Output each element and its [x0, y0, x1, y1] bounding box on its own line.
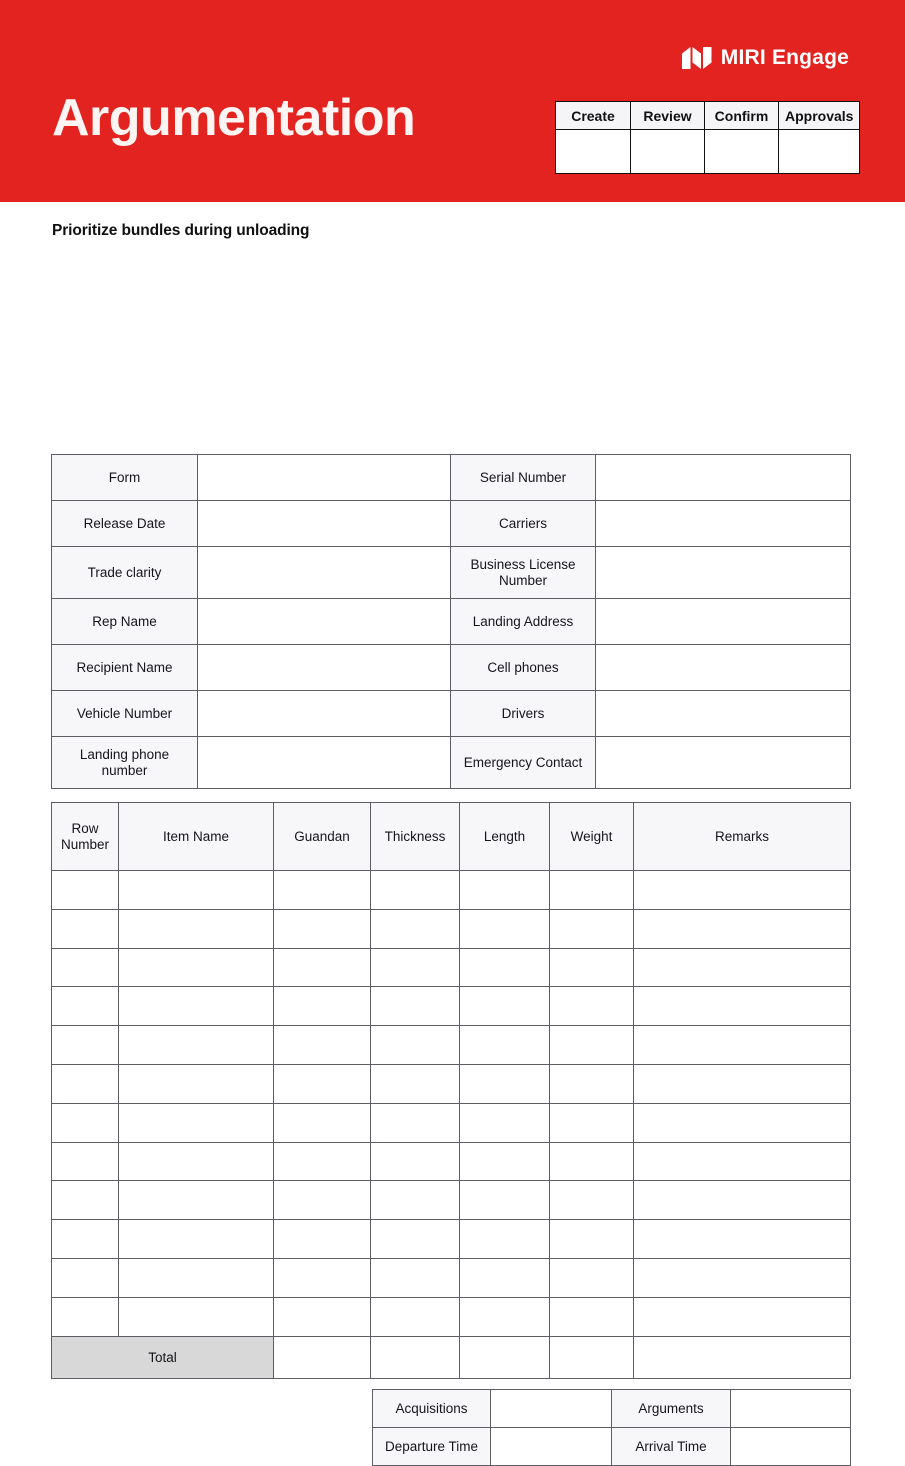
cell-row-number[interactable] — [52, 1103, 119, 1142]
info-value-cell-phones[interactable] — [596, 645, 851, 691]
cell-length[interactable] — [460, 871, 550, 910]
info-value-drivers[interactable] — [596, 691, 851, 737]
times-table — [372, 1389, 851, 1466]
status-value-approvals[interactable] — [779, 130, 860, 174]
foot-value-arrival-time[interactable] — [731, 1428, 851, 1466]
form-subtitle: Prioritize bundles during unloading — [52, 222, 310, 239]
cell-remarks[interactable] — [634, 1026, 851, 1065]
cell-item-name[interactable] — [119, 1220, 274, 1259]
cell-guandan[interactable] — [274, 871, 371, 910]
total-length[interactable] — [460, 1336, 550, 1378]
cell-weight[interactable] — [550, 1181, 634, 1220]
cell-weight[interactable] — [550, 1297, 634, 1336]
status-value-confirm[interactable] — [705, 130, 779, 174]
status-value-create[interactable] — [556, 130, 631, 174]
status-value-review[interactable] — [631, 130, 705, 174]
cell-length[interactable] — [460, 1026, 550, 1065]
foot-value-acquisitions[interactable] — [491, 1390, 612, 1428]
cell-thickness[interactable] — [371, 948, 460, 987]
info-value-emergency-contact[interactable] — [596, 737, 851, 789]
cell-weight[interactable] — [550, 909, 634, 948]
cell-thickness[interactable] — [371, 1258, 460, 1297]
table-row — [52, 1026, 851, 1065]
cell-item-name[interactable] — [119, 1064, 274, 1103]
info-label-trade-clarity: Trade clarity — [52, 547, 198, 599]
cell-thickness[interactable] — [371, 1142, 460, 1181]
table-row — [52, 455, 851, 501]
total-guandan[interactable] — [274, 1336, 371, 1378]
cell-guandan[interactable] — [274, 1026, 371, 1065]
cell-thickness[interactable] — [371, 1026, 460, 1065]
cell-row-number[interactable] — [52, 871, 119, 910]
info-label-recipient-name: Recipient Name — [52, 645, 198, 691]
cell-remarks[interactable] — [634, 1064, 851, 1103]
cell-thickness[interactable] — [371, 871, 460, 910]
items-column-weight: Weight — [550, 803, 634, 871]
info-label-emergency-contact: Emergency Contact — [451, 737, 596, 789]
cell-guandan[interactable] — [274, 909, 371, 948]
items-column-thickness: Thickness — [371, 803, 460, 871]
foot-label-arguments: Arguments — [612, 1390, 731, 1428]
status-header-row — [556, 102, 860, 130]
cell-guandan[interactable] — [274, 1064, 371, 1103]
table-row — [52, 987, 851, 1026]
table-row — [52, 691, 851, 737]
status-value-row — [556, 130, 860, 174]
total-weight[interactable] — [550, 1336, 634, 1378]
cell-thickness[interactable] — [371, 1181, 460, 1220]
approval-status-table — [555, 101, 860, 174]
cell-weight[interactable] — [550, 1220, 634, 1259]
cell-guandan[interactable] — [274, 1220, 371, 1259]
foot-value-departure-time[interactable] — [491, 1428, 612, 1466]
info-value-landing-phone-number[interactable] — [198, 737, 451, 789]
cell-guandan[interactable] — [274, 1258, 371, 1297]
cell-thickness[interactable] — [371, 1103, 460, 1142]
cell-remarks[interactable] — [634, 871, 851, 910]
cell-row-number[interactable] — [52, 987, 119, 1026]
cell-length[interactable] — [460, 1220, 550, 1259]
status-column-create: Create — [556, 102, 631, 130]
cell-row-number[interactable] — [52, 948, 119, 987]
info-label-rep-name: Rep Name — [52, 599, 198, 645]
info-value-business-license-number[interactable] — [596, 547, 851, 599]
cell-thickness[interactable] — [371, 1064, 460, 1103]
items-column-row-number: Row Number — [52, 803, 119, 871]
table-row — [52, 501, 851, 547]
cell-length[interactable] — [460, 948, 550, 987]
cell-row-number[interactable] — [52, 1026, 119, 1065]
cell-remarks[interactable] — [634, 1220, 851, 1259]
status-column-confirm: Confirm — [705, 102, 779, 130]
info-label-landing-phone-number: Landing phone number — [52, 737, 198, 789]
cell-item-name[interactable] — [119, 871, 274, 910]
cell-item-name[interactable] — [119, 987, 274, 1026]
cell-length[interactable] — [460, 909, 550, 948]
info-value-trade-clarity[interactable] — [198, 547, 451, 599]
info-label-form: Form — [52, 455, 198, 501]
cell-remarks[interactable] — [634, 1142, 851, 1181]
cell-thickness[interactable] — [371, 1297, 460, 1336]
cell-weight[interactable] — [550, 1258, 634, 1297]
table-row — [52, 1064, 851, 1103]
foot-label-departure-time: Departure Time — [373, 1428, 491, 1466]
cell-guandan[interactable] — [274, 1103, 371, 1142]
table-row — [52, 737, 851, 789]
table-row — [52, 1258, 851, 1297]
table-row — [52, 948, 851, 987]
cell-remarks[interactable] — [634, 1258, 851, 1297]
info-value-landing-address[interactable] — [596, 599, 851, 645]
cell-row-number[interactable] — [52, 1181, 119, 1220]
cell-row-number[interactable] — [52, 1064, 119, 1103]
cell-row-number[interactable] — [52, 1258, 119, 1297]
table-row — [52, 1297, 851, 1336]
cell-weight[interactable] — [550, 871, 634, 910]
cell-row-number[interactable] — [52, 1142, 119, 1181]
info-value-release-date[interactable] — [198, 501, 451, 547]
foot-label-acquisitions: Acquisitions — [373, 1390, 491, 1428]
info-label-vehicle-number: Vehicle Number — [52, 691, 198, 737]
miri-chevron-mark-icon — [682, 44, 712, 72]
cell-item-name[interactable] — [119, 1297, 274, 1336]
cell-length[interactable] — [460, 987, 550, 1026]
brand-logo — [682, 44, 849, 72]
total-thickness[interactable] — [371, 1336, 460, 1378]
cell-row-number[interactable] — [52, 909, 119, 948]
table-row — [52, 871, 851, 910]
info-label-cell-phones: Cell phones — [451, 645, 596, 691]
cell-item-name[interactable] — [119, 1026, 274, 1065]
cell-item-name[interactable] — [119, 1181, 274, 1220]
info-label-drivers: Drivers — [451, 691, 596, 737]
cell-length[interactable] — [460, 1297, 550, 1336]
cell-item-name[interactable] — [119, 1142, 274, 1181]
cell-row-number[interactable] — [52, 1297, 119, 1336]
info-label-business-license-number: Business License Number — [451, 547, 596, 599]
info-label-serial-number: Serial Number — [451, 455, 596, 501]
items-total-row — [52, 1336, 851, 1378]
total-remarks[interactable] — [634, 1336, 851, 1378]
info-value-rep-name[interactable] — [198, 599, 451, 645]
cell-guandan[interactable] — [274, 987, 371, 1026]
items-table — [51, 802, 851, 1379]
cell-thickness[interactable] — [371, 909, 460, 948]
items-column-remarks: Remarks — [634, 803, 851, 871]
cell-row-number[interactable] — [52, 1220, 119, 1259]
info-value-carriers[interactable] — [596, 501, 851, 547]
table-row — [52, 1181, 851, 1220]
cell-guandan[interactable] — [274, 1142, 371, 1181]
status-column-approvals: Approvals — [779, 102, 860, 130]
brand-name: MIRI Engage — [720, 46, 849, 69]
foot-value-arguments[interactable] — [731, 1390, 851, 1428]
cell-item-name[interactable] — [119, 1258, 274, 1297]
items-column-item-name: Item Name — [119, 803, 274, 871]
info-label-carriers: Carriers — [451, 501, 596, 547]
cell-guandan[interactable] — [274, 1181, 371, 1220]
info-value-serial-number[interactable] — [596, 455, 851, 501]
items-header-row — [52, 803, 851, 871]
page-title: Argumentation — [52, 89, 416, 147]
items-column-guandan: Guandan — [274, 803, 371, 871]
cell-remarks[interactable] — [634, 987, 851, 1026]
shipment-info-table — [51, 454, 851, 789]
info-value-recipient-name[interactable] — [198, 645, 451, 691]
table-row — [52, 645, 851, 691]
cell-length[interactable] — [460, 1103, 550, 1142]
cell-remarks[interactable] — [634, 1297, 851, 1336]
cell-remarks[interactable] — [634, 948, 851, 987]
cell-length[interactable] — [460, 1142, 550, 1181]
table-row — [52, 547, 851, 599]
foot-label-arrival-time: Arrival Time — [612, 1428, 731, 1466]
table-row — [52, 1220, 851, 1259]
table-row — [373, 1428, 851, 1466]
cell-item-name[interactable] — [119, 909, 274, 948]
table-row — [52, 1142, 851, 1181]
table-row — [52, 909, 851, 948]
table-row — [373, 1390, 851, 1428]
cell-weight[interactable] — [550, 948, 634, 987]
cell-remarks[interactable] — [634, 1103, 851, 1142]
cell-guandan[interactable] — [274, 1297, 371, 1336]
status-column-review: Review — [631, 102, 705, 130]
cell-length[interactable] — [460, 1181, 550, 1220]
cell-item-name[interactable] — [119, 948, 274, 987]
cell-guandan[interactable] — [274, 948, 371, 987]
cell-weight[interactable] — [550, 1064, 634, 1103]
table-row — [52, 599, 851, 645]
info-label-landing-address: Landing Address — [451, 599, 596, 645]
cell-weight[interactable] — [550, 987, 634, 1026]
info-label-release-date: Release Date — [52, 501, 198, 547]
cell-remarks[interactable] — [634, 1181, 851, 1220]
cell-length[interactable] — [460, 1064, 550, 1103]
items-column-length: Length — [460, 803, 550, 871]
table-row — [52, 1103, 851, 1142]
cell-weight[interactable] — [550, 1103, 634, 1142]
cell-weight[interactable] — [550, 1026, 634, 1065]
cell-thickness[interactable] — [371, 987, 460, 1026]
cell-item-name[interactable] — [119, 1103, 274, 1142]
cell-remarks[interactable] — [634, 909, 851, 948]
cell-length[interactable] — [460, 1258, 550, 1297]
total-label: Total — [52, 1336, 274, 1378]
info-value-vehicle-number[interactable] — [198, 691, 451, 737]
page-header-banner — [0, 0, 905, 202]
cell-weight[interactable] — [550, 1142, 634, 1181]
info-value-form[interactable] — [198, 455, 451, 501]
cell-thickness[interactable] — [371, 1220, 460, 1259]
